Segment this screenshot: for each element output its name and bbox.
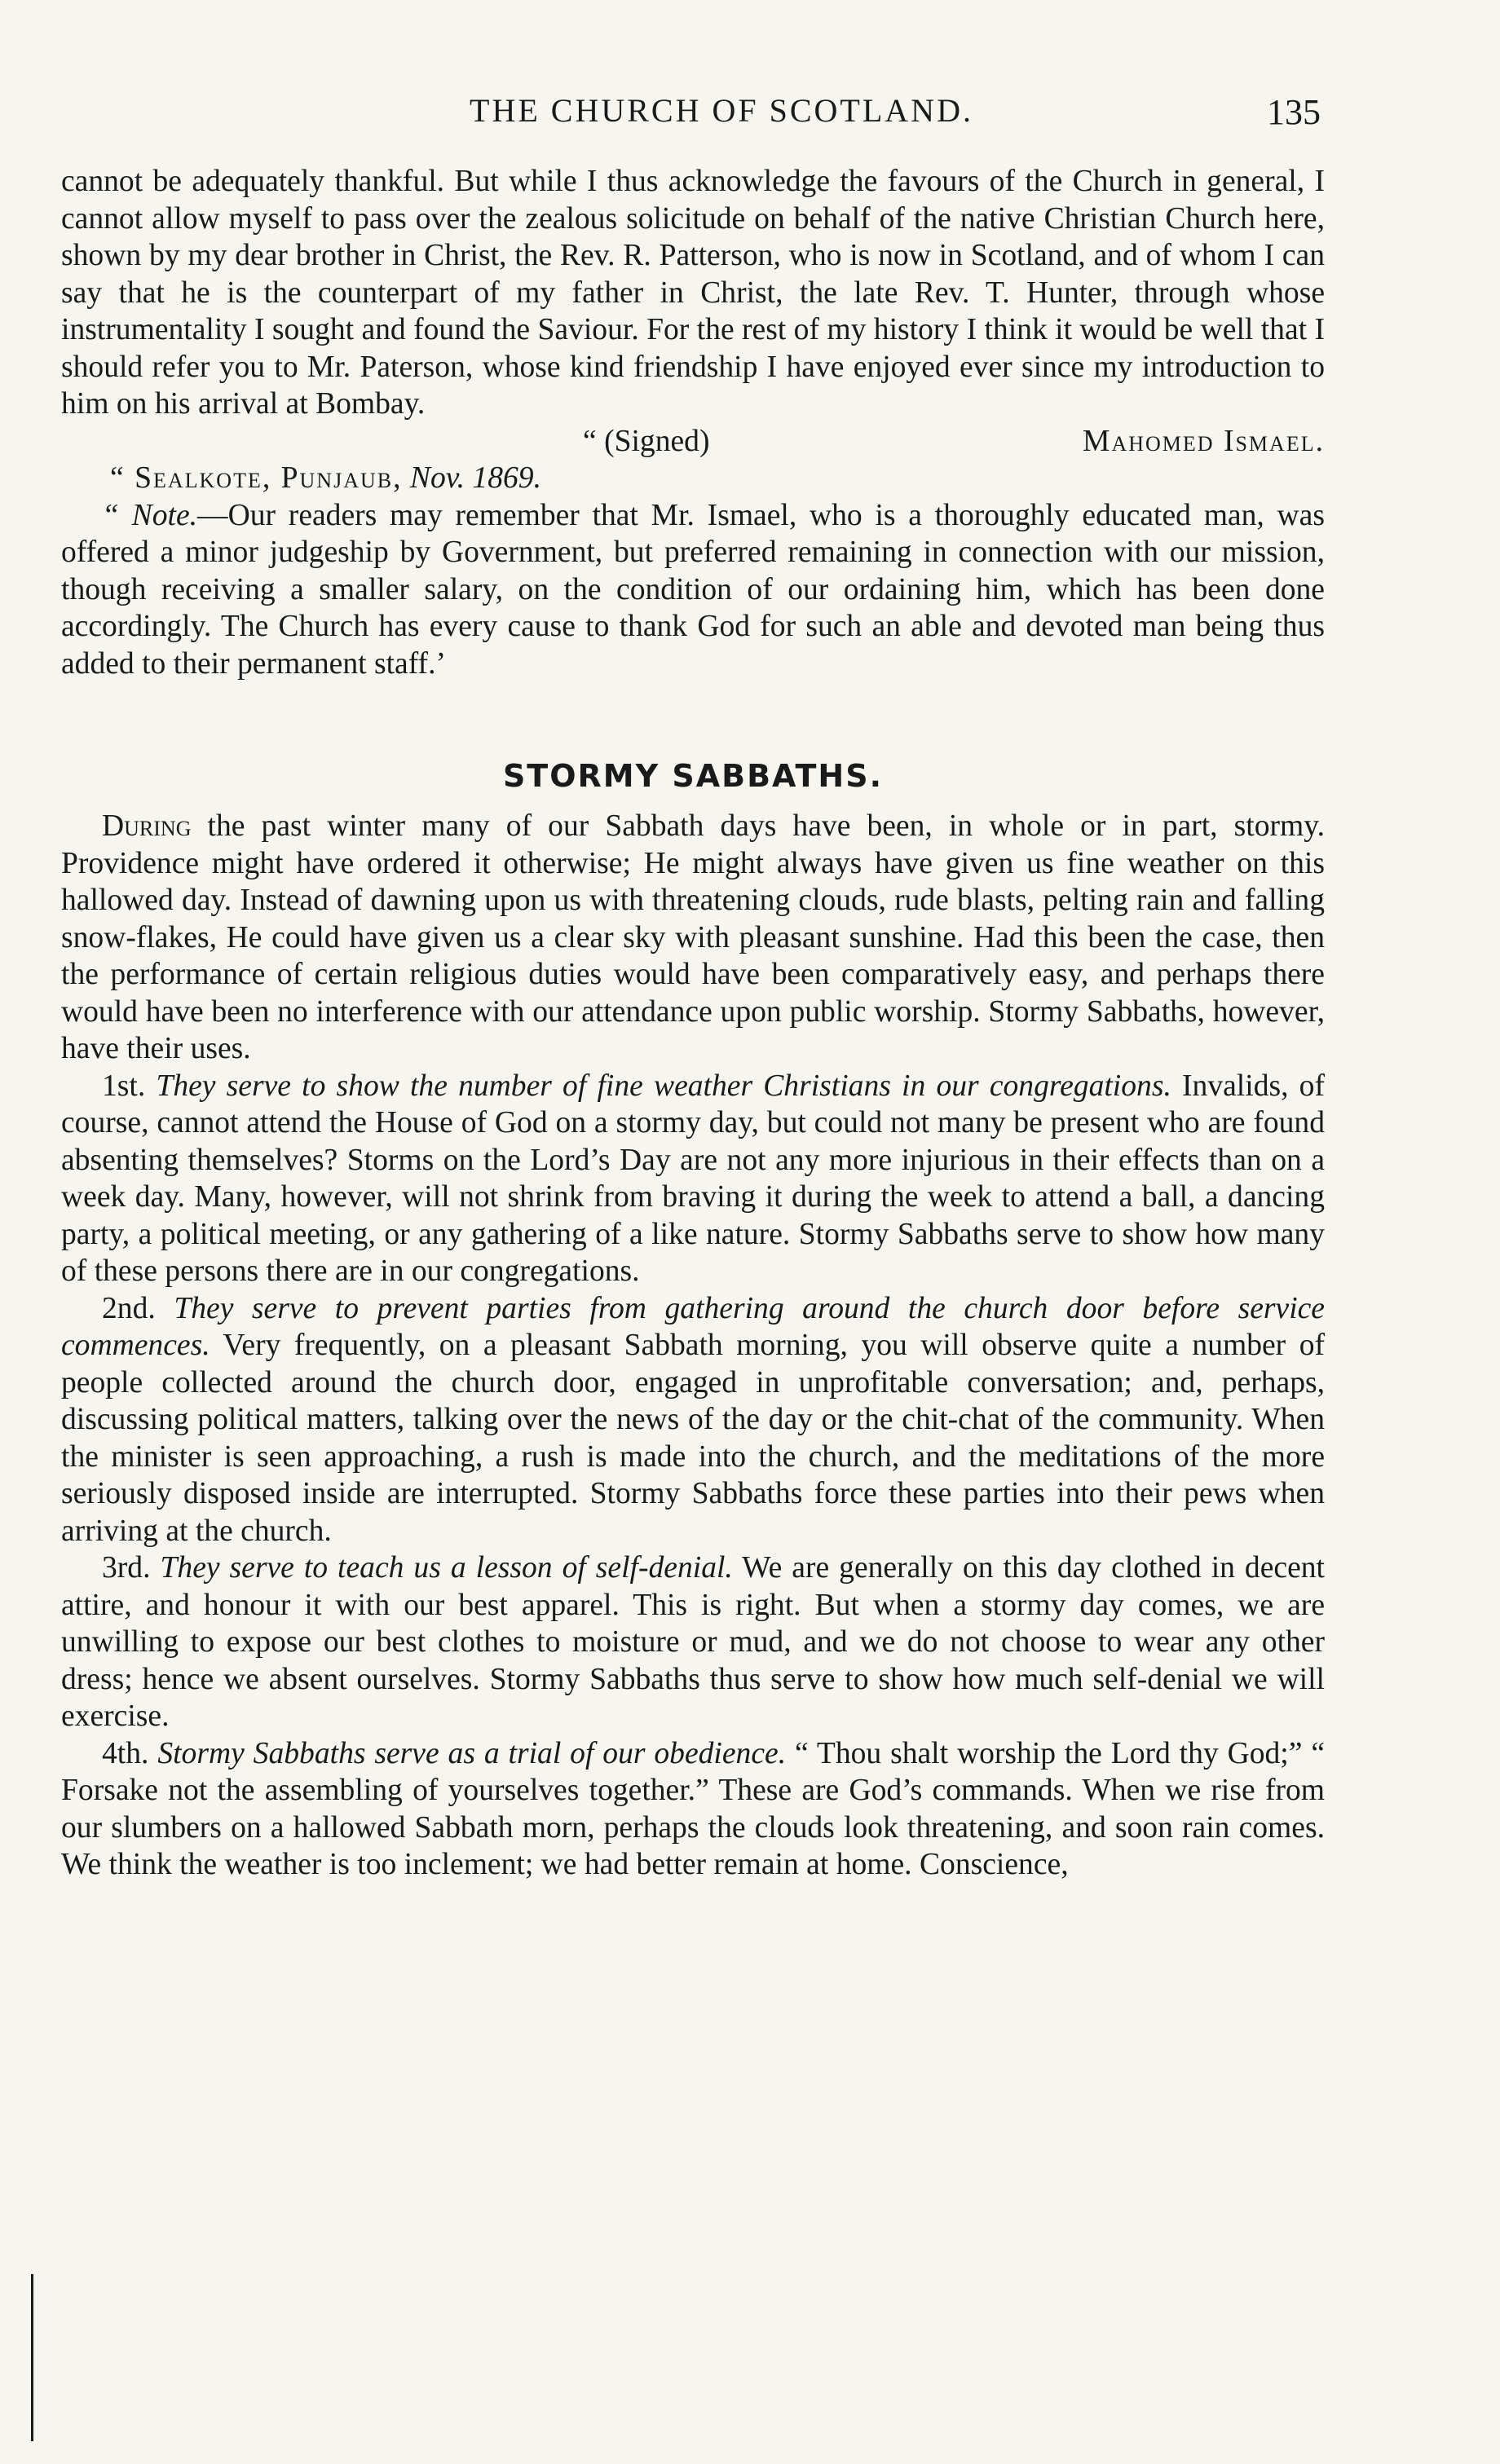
point-paragraph	[61, 1735, 1325, 1884]
article-intro	[61, 808, 1325, 1068]
point-number: 2nd.	[102, 1291, 156, 1325]
point-paragraph	[61, 1290, 1325, 1550]
editor-note	[61, 497, 1325, 683]
signed-label: “ (Signed)	[583, 424, 710, 458]
letter-paragraph: cannot be adequately thankful. But while I thus acknowledge the favours of the Church in general, I cannot allow myself to pass over the zealous solicitude on behalf of the native Christian Church here, shown by my dear brother in Christ, the Rev. R. Patterson, who is now in Scotland, and of whom I can say that he is the counterpart of my father in Christ, the late Rev. T. Hunter, through whose instrumentality I sought and found the Saviour. For the rest of my history I think it would be well that I should refer you to Mr. Paterson, whose kind friendship I have enjoyed ever since my introduction to him on his arrival at Bombay.	[61, 165, 1325, 421]
intro-text: the past winter many of our Sabbath days have been, in whole or in part, stormy. Providence might have ordered it otherwise; He might always have given us fine weather on this hallowed day. Instead of dawning upon us with threatening clouds, rude blasts, pelting rain and falling snow-flakes, He could have given us a clear sky with pleasant sunshine. Had this been the case, then the performance of certain religious duties would have been comparatively easy, and perhaps there would have been no interference with our attendance upon public worship. Stormy Sabbaths, however, have their uses.	[61, 809, 1325, 1065]
running-head-title: THE CHURCH OF SCOTLAND.	[470, 92, 973, 129]
point-lead: They serve to prevent parties from gathering around the church door before service commences.	[61, 1291, 1325, 1362]
margin-rule	[31, 2274, 33, 2441]
section-gap	[61, 682, 1325, 756]
note-text: —Our readers may remember that Mr. Ismael, who is a thoroughly educated man, was offered a minor judgeship by Government, but preferred remaining in connection with our mission, though receiving a smaller salary, on the condition of our ordaining him, which has been done accordingly. The Church has every cause to thank God for such an able and devoted man being thus added to their permanent staff.’	[61, 498, 1325, 681]
page-body	[61, 163, 1325, 1884]
letter-place: “ Sealkote, Punjaub,	[110, 461, 403, 495]
running-head	[122, 91, 1321, 140]
point-number: 3rd.	[102, 1551, 151, 1585]
signatory-name: Mahomed Ismael.	[1083, 424, 1325, 458]
point-text: Very frequently, on a pleasant Sabbath morning, you will observe quite a number of people collected around the church door, engaged in unprofitable conversation; and, perhaps, discussing political matters, talking over the news of the day or the chit-chat of the community. When the minister is seen approaching, a rush is made into the church, and the meditations of the more seriously disposed inside are interrupted. Stormy Sabbaths force these parties into their pews when arriving at the church.	[61, 1329, 1325, 1548]
point-lead: They serve to show the number of fine weather Christians in our congregations.	[156, 1069, 1171, 1103]
letter-date: Nov. 1869.	[409, 461, 541, 495]
point-number: 1st.	[102, 1069, 146, 1103]
note-lead: “ Note.	[102, 498, 198, 532]
point-lead: Stormy Sabbaths serve as a trial of our obedience.	[157, 1736, 787, 1770]
point-text: We are generally on this day clothed in decent attire, and honour it with our best apparel. This is right. But when a stormy day comes, we are unwilling to expose our best clothes to moisture or mud, and we do not choose to wear any other dress; hence we absent ourselves. Stormy Sabbaths thus serve to show how much self-denial we will exercise.	[61, 1551, 1325, 1733]
intro-dropword: During	[102, 809, 192, 843]
point-lead: They serve to teach us a lesson of self-denial.	[160, 1551, 733, 1585]
article-title: STORMY SABBATHS.	[502, 758, 884, 794]
point-number: 4th.	[102, 1736, 149, 1770]
point-text: “ Thou shalt worship the Lord thy God;” “ Forsake not the assembling of yourselves together.” These are God’s commands. When we rise from our slumbers on a hallowed Sabbath morn, perhaps the clouds look threatening, and soon rain comes. We think the weather is too inclement; we had better remain at home. Conscience,	[61, 1736, 1325, 1881]
point-text: Invalids, of course, cannot attend the House of God on a stormy day, but could not many be present who are found absenting themselves? Storms on the Lord’s Day are not any more injurious in their effects than on a week day. Many, however, will not shrink from braving it during the week to attend a ball, a dancing party, a political meeting, or any gathering of a like nature. Stormy Sabbaths serve to show how many of these persons there are in our congregations.	[61, 1069, 1325, 1288]
letter-place-date	[61, 460, 1325, 497]
point-paragraph	[61, 1068, 1325, 1290]
letter-signature	[61, 423, 1325, 461]
point-paragraph	[61, 1549, 1325, 1735]
page-number: 135	[1267, 92, 1321, 132]
